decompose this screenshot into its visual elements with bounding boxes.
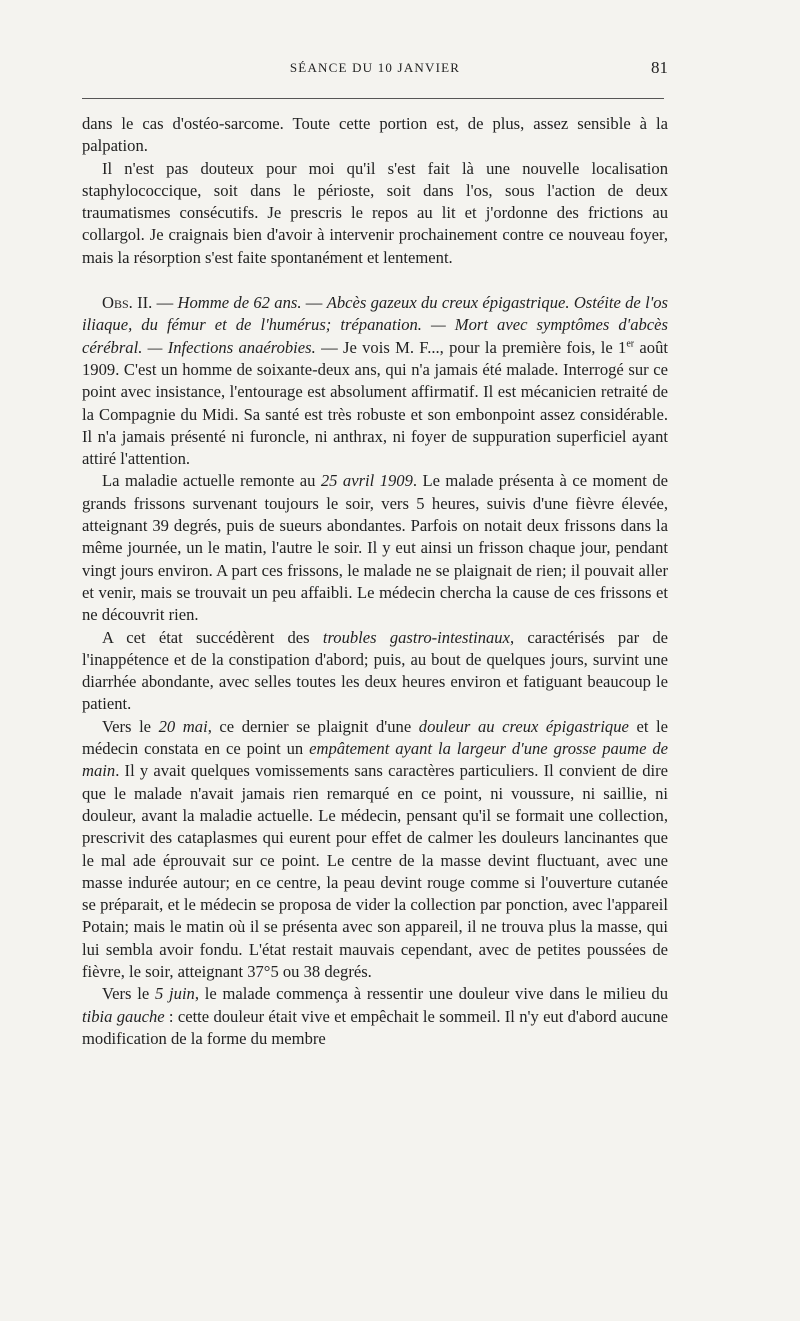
paragraph-continuation: dans le cas d'ostéo-sarcome. Toute cette portion est, de plus, assez sensible à la palpation. [82, 114, 668, 156]
text-run: , le malade commença à ressentir une douleur vive dans le milieu du [194, 984, 668, 1004]
text-run: Vers le [102, 984, 155, 1004]
emphasis-swelling: empâtement ayant la largeur d'une grosse paume de main [82, 739, 669, 781]
text-run: A cet état succédèrent des [102, 627, 323, 647]
observation-paragraph [82, 292, 668, 470]
text-run: Vers le [102, 716, 159, 736]
page-number: 81 [651, 58, 668, 77]
text-run: et le médecin constata en ce point un [82, 716, 669, 759]
observation-label: Obs. II. [102, 293, 153, 313]
text-run: : cette douleur était vive et empêchait le sommeil. Il n'y eut d'abord aucune modification de la forme du membre [82, 1006, 668, 1048]
header-rule [82, 98, 664, 99]
emphasis-pain: douleur au creux épigastrique [418, 716, 629, 736]
body-text [82, 113, 668, 1050]
observation-dash: — [301, 293, 327, 313]
running-title: SÉANCE DU 10 JANVIER [289, 60, 461, 75]
ordinal-superscript: er [626, 338, 635, 350]
page-header [82, 55, 668, 85]
emphasis-tibia: tibia gauche [82, 1006, 165, 1026]
date-june: 5 juin [154, 984, 195, 1004]
text-run: La maladie actuelle remonte au [102, 471, 321, 491]
observation-text: août 1909. C'est un homme de soixante-deux ans, qui n'a jamais été malade. Interrogé sur ce point avec insistance, l'entourage est absolument affirmatif. Il est mécanicien retraité de la Compagnie du Midi. Sa santé est très robuste et son embonpoint assez considérable. Il n'a jamais présenté ni furoncle, ni anthrax, ni foyer de suppuration superficiel ayant attiré l'attention. [82, 337, 668, 469]
text-run: . Le malade présenta à ce moment de grands frissons survenant toujours le soir, vers 5 heures, suivis d'une fièvre élevée, atteignant 39 degrés, puis de sueurs abondantes. Parfois on notait deux frissons dans la même journée, un le matin, l'autre le soir. Il y eut ainsi un frisson chaque jour, pendant vingt jours environ. A part ces frissons, le malade ne se plaignait de rien; il pouvait aller et venir, mais se trouvait un peu affaibli. Le médecin chercha la cause de ces frissons et ne découvrit rien. [82, 471, 668, 625]
paragraph-tibia [82, 983, 668, 1050]
paragraph-epigastric [82, 716, 668, 984]
date-onset: 25 avril 1909 [320, 471, 413, 491]
observation-title: Abcès gazeux du creux épigastrique. Ostéite de l'os iliaque, du fémur et de l'humérus; trépanation. — Mort avec symptômes d'abcès cérébral. — Infections anaérobies. [82, 293, 668, 357]
text-run: , caractérisés par de l'inappétence et de la constipation d'abord; puis, au bout de quelques jours, survint une diarrhée abondante, avec selles toutes les deux heures environ et fatiguant beaucoup le patient. [82, 627, 668, 714]
text-run: , ce dernier se plaignit d'une [207, 716, 419, 736]
paragraph-onset [82, 470, 668, 626]
date-may: 20 mai [158, 716, 208, 736]
observation-dash: — [152, 293, 178, 313]
paragraph-gastro [82, 627, 668, 716]
observation-text: — Je vois M. F..., pour la première fois, le 1 [315, 337, 627, 357]
paragraph-localisation: Il n'est pas douteux pour moi qu'il s'est fait là une nouvelle localisation staphylococcique, soit dans le périoste, soit dans l'os, sous l'action de deux traumatismes consécutifs. Je prescris le repos au lit et j'ordonne des frictions au collargol. Je craignais bien d'avoir à intervenir prochainement contre ce nouveau foyer, mais la résorption s'est faite spontanément et lentement. [82, 158, 668, 267]
text-run: . Il y avait quelques vomissements sans caractères particuliers. Il convient de dire que le malade n'avait jamais rien remarqué en ce point, ni voussure, ni saillie, ni douleur, avant la maladie actuelle. Le médecin, pensant qu'il se formait une collection, prescrivit des cataplasmes qui eurent pour effet de calmer les douleurs lancinantes que le mal ade éprouvait sur ce point. Le centre de la masse devint fluctuant, avec une masse indurée autour; en ce centre, la peau devint rouge comme si l'ouverture cutanée se préparait, et le médecin se proposa de vider la collection par ponction, avec l'appareil Potain; mais le matin où il se présenta avec son appareil, il ne trouva plus la masse, qui lui sembla avoir fondu. L'état restait mauvais cependant, avec de petites poussées de fièvre, le soir, atteignant 37°5 ou 38 degrés. [82, 761, 668, 981]
emphasis-gastro: troubles gastro-intestinaux [322, 627, 510, 647]
observation-subject: Homme de 62 ans. [177, 293, 302, 313]
